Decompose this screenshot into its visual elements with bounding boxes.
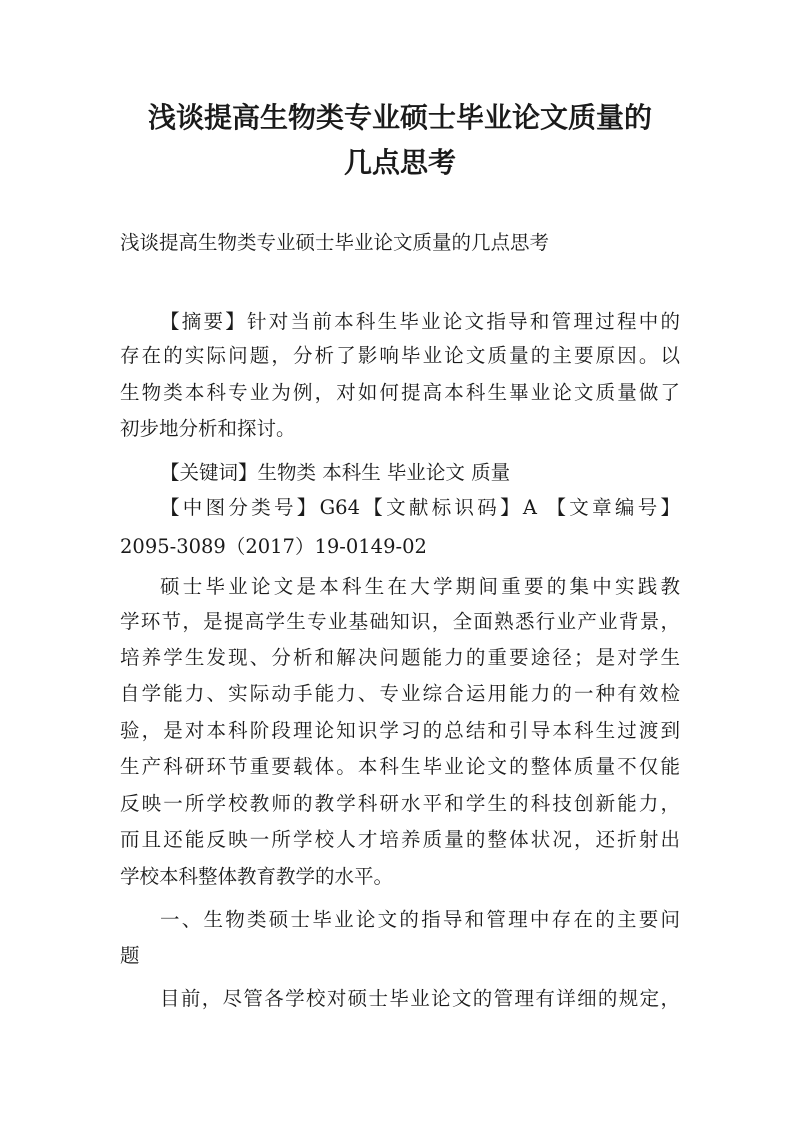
body-paragraph-line: 学环节，是提高学生专业基础知识，全面熟悉行业产业背景， bbox=[120, 610, 680, 633]
abstract-line: 初步地分析和探讨。 bbox=[120, 417, 296, 440]
body-paragraph-line: 培养学生发现、分析和解决问题能力的重要途径；是对学生 bbox=[120, 646, 680, 669]
article-number-line: 2095-3089（2017）19-0149-02 bbox=[120, 535, 427, 558]
body-paragraph-line: 生产科研环节重要载体。本科生毕业论文的整体质量不仅能 bbox=[120, 755, 680, 778]
body-paragraph-line: 而且还能反映一所学校人才培养质量的整体状况，还折射出 bbox=[120, 828, 680, 851]
document-title-line-1: 浅谈提高生物类专业硕士毕业论文质量的 bbox=[147, 101, 652, 134]
section-heading-line: 一、生物类硕士毕业论文的指导和管理中存在的主要问 bbox=[160, 908, 680, 931]
body-paragraph-line: 验，是对本科阶段理论知识学习的总结和引导本科生过渡到 bbox=[120, 719, 680, 742]
section-heading-line: 题 bbox=[120, 944, 140, 967]
body-paragraph-line: 学校本科整体教育教学的水平。 bbox=[120, 865, 394, 888]
body-paragraph-line: 反映一所学校教师的教学科研水平和学生的科技创新能力， bbox=[120, 792, 680, 815]
classification-line: 【中图分类号】G64【文献标识码】A 【文章编号】 bbox=[160, 496, 680, 519]
abstract-line: 生物类本科专业为例，对如何提高本科生畢业论文质量做了 bbox=[120, 381, 680, 404]
body-paragraph-line: 目前，尽管各学校对硕士毕业论文的管理有详细的规定， bbox=[160, 987, 680, 1010]
document-subtitle: 浅谈提高生物类专业硕士毕业论文质量的几点思考 bbox=[120, 231, 550, 254]
keywords-line: 【关键词】生物类 本科生 毕业论文 质量 bbox=[160, 461, 511, 484]
abstract-line: 【摘要】针对当前本科生毕业论文指导和管理过程中的 bbox=[160, 310, 680, 333]
body-paragraph-line: 自学能力、实际动手能力、专业综合运用能力的一种有效检 bbox=[120, 682, 680, 705]
document-title-line-2: 几点思考 bbox=[343, 146, 456, 179]
abstract-line: 存在的实际问题，分析了影响毕业论文质量的主要原因。以 bbox=[120, 344, 680, 367]
body-paragraph-line: 硕士毕业论文是本科生在大学期间重要的集中实践教 bbox=[160, 575, 680, 598]
